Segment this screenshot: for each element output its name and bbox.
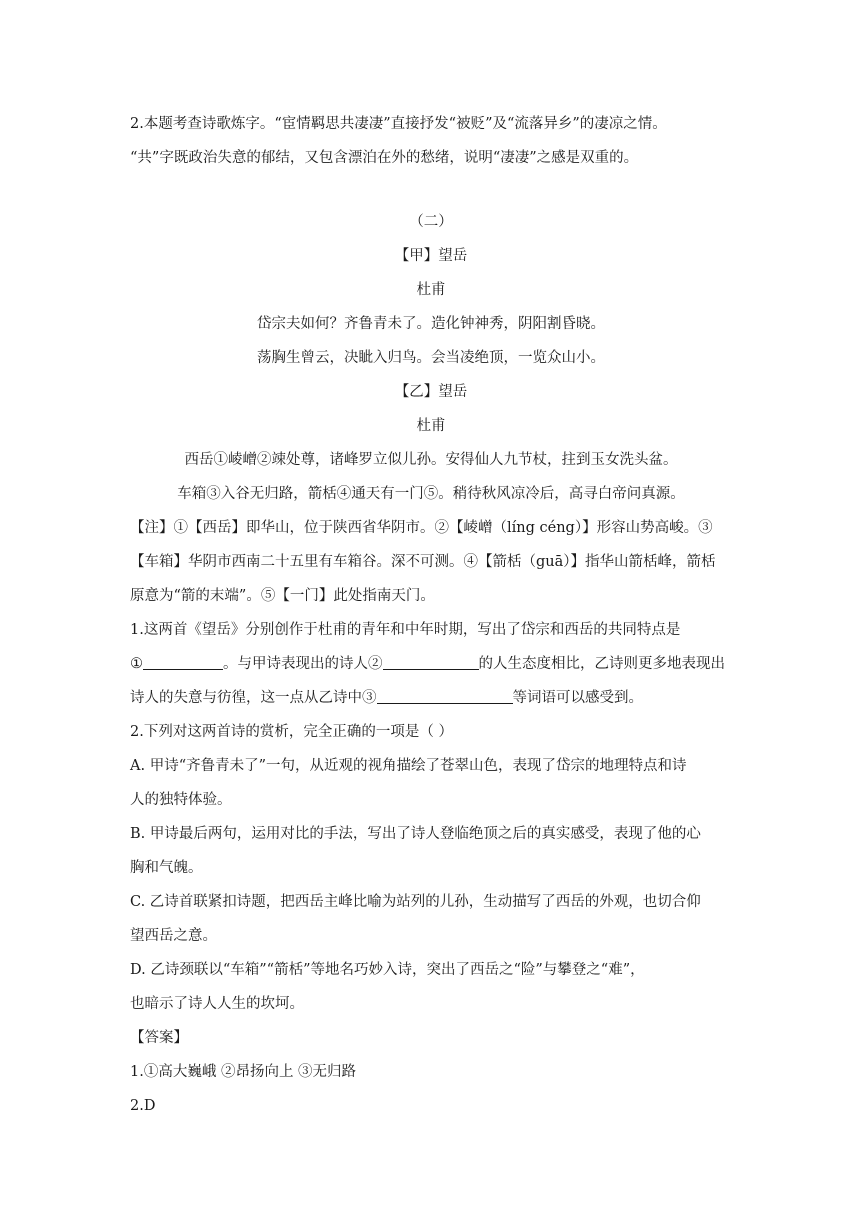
poem-a-line-2: 荡胸生曾云，决眦入归鸟。会当凌绝顶，一览众山小。 [257,350,605,366]
question-1-line-3 [130,681,732,715]
option-c-line-1: C. 乙诗首联紧扣诗题，把西岳主峰比喻为站列的儿孙，生动描写了西岳的外观，也切合仰 [130,894,701,910]
notes-line-3: 原意为“箭的末端”。⑤【一门】此处指南天门。 [130,588,435,604]
option-b-line-2: 胸和气魄。 [130,860,203,876]
option-a-line-2: 人的独特体验。 [130,792,232,808]
answer-line-1: 1.①高大巍峨 ②昂扬向上 ③无归路 [130,1064,357,1080]
q1-marker-1: ① [130,656,143,672]
question-2-stem: 2.下列对这两首诗的赏析，完全正确的一项是（ ） [130,724,453,740]
question-1-line-1: 1.这两首《望岳》分别创作于杜甫的青年和中年时期，写出了岱宗和西岳的共同特点是 [130,622,681,638]
poem-b-line-2: 车箱③入谷无归路，箭栝④通天有一门⑤。稍待秋风凉冷后，高寻白帝问真源。 [177,486,685,502]
answer-label: 【答案】 [130,1030,188,1046]
q1-text-3: 的人生态度相比，乙诗则更多地表现出 [478,656,725,672]
notes-line-2: 【车箱】华阴市西南二十五里有车箱谷。深不可测。④【箭栝（guā）】指华山箭栝峰，箭栝 [130,554,716,570]
option-d-line-1: D. 乙诗颈联以“车箱”“箭栝”等地名巧妙入诗，突出了西岳之“险”与攀登之“难”， [130,962,645,978]
option-d-line-2: 也暗示了诗人人生的坎坷。 [130,996,304,1012]
option-c-line-2: 望西岳之意。 [130,928,217,944]
q1-text-4: 诗人的失意与彷徨，这一点从乙诗中③ [130,690,377,706]
q1-text-5: 等词语可以感受到。 [512,690,643,706]
poem-a-title: 【甲】望岳 [394,248,468,264]
answer-explanation-line-2: “共”字既政治失意的郁结，又包含漂泊在外的愁绪，说明“凄凄”之感是双重的。 [130,150,639,166]
poem-b-title: 【乙】望岳 [394,384,468,400]
answer-blank-1[interactable] [143,654,223,670]
answer-explanation-line-1: 2.本题考查诗歌炼字。“宦情羁思共凄凄”直接抒发“被贬”及“流落异乡”的凄凉之情。 [130,116,667,132]
poem-b-line-1: 西岳①崚嶒②竦处尊，诸峰罗立似儿孙。安得仙人九节杖，拄到玉女洗头盆。 [184,452,678,468]
section-label: （二） [409,214,453,230]
option-a-line-1: A. 甲诗“齐鲁青未了”一句，从近观的视角描绘了苍翠山色，表现了岱宗的地理特点和诗 [130,758,687,774]
question-1-line-2 [130,647,732,681]
answer-line-2: 2.D [130,1098,156,1114]
option-b-line-1: B. 甲诗最后两句，运用对比的手法，写出了诗人登临绝顶之后的真实感受，表现了他的心 [130,826,701,842]
answer-blank-2[interactable] [383,654,479,670]
poem-a-line-1: 岱宗夫如何？齐鲁青未了。造化钟神秀，阴阳割昏晓。 [257,316,605,332]
q1-text-2: 。与甲诗表现出的诗人② [223,656,383,672]
poem-a-author: 杜甫 [416,282,446,298]
poem-b-author: 杜甫 [416,418,446,434]
notes-line-1: 【注】①【西岳】即华山，位于陕西省华阴市。②【崚嶒（líng céng）】形容山势高峻。③ [130,520,713,536]
answer-blank-3[interactable] [377,688,513,704]
